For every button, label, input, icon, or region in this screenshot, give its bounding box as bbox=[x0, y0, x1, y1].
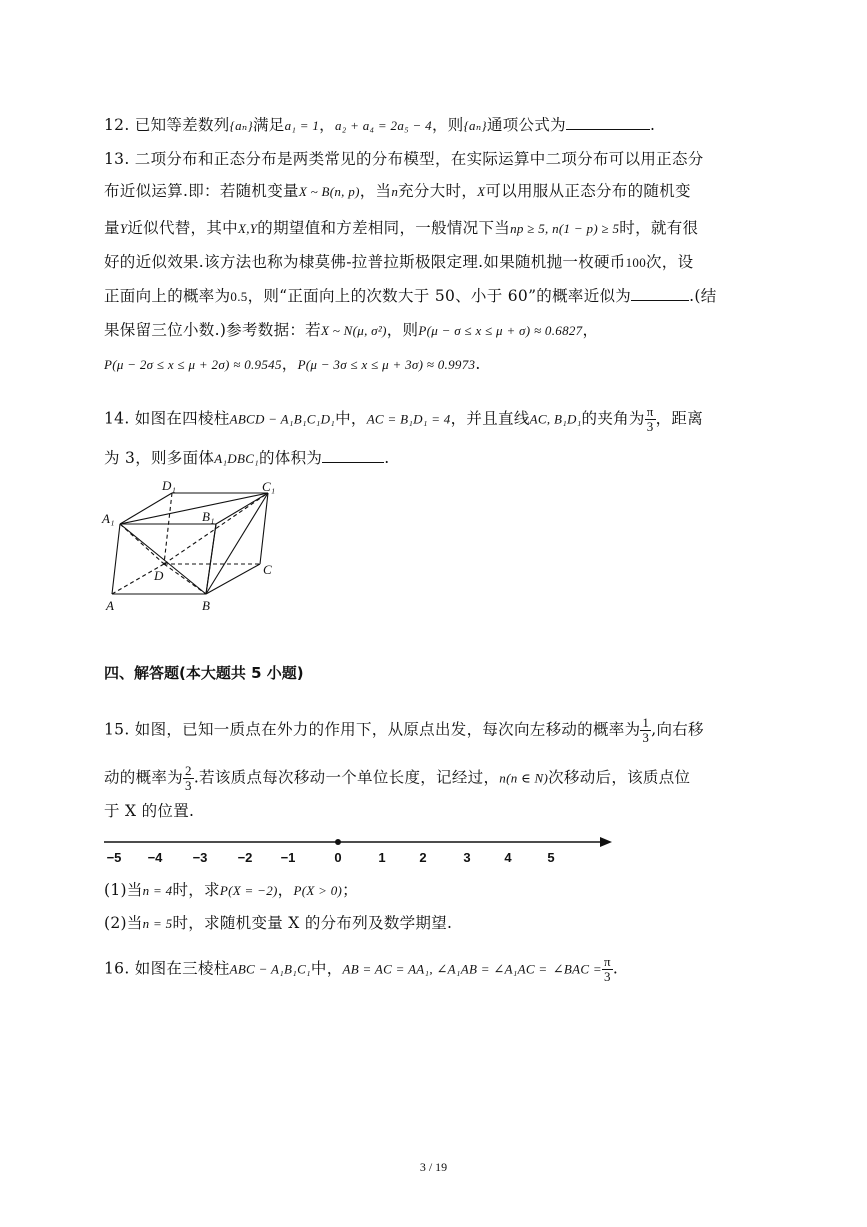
q16-math-conditions: AB = AC = AA₁, ∠A₁AB = ∠A₁AC = bbox=[342, 961, 548, 977]
edge-b1-c1 bbox=[216, 493, 268, 524]
tick-label: −5 bbox=[106, 850, 122, 865]
label-a: A bbox=[106, 598, 114, 613]
q12-text: 12. 已知等差数列 bbox=[104, 116, 230, 134]
q15-text-3: 于 X 的位置. bbox=[104, 802, 195, 820]
q13-math-100: 100 bbox=[625, 255, 646, 270]
hidden-d-b bbox=[164, 564, 206, 594]
q13-line6 bbox=[104, 318, 598, 340]
q14-text-1b: 中， bbox=[335, 409, 367, 428]
q15-line3 bbox=[104, 799, 194, 821]
hidden-d1-d bbox=[164, 493, 172, 564]
label-d1: D₁ bbox=[162, 478, 176, 493]
q15-part1-text-d: ； bbox=[342, 881, 358, 899]
q14-line2 bbox=[104, 446, 389, 468]
q15-frac1-den: 3 bbox=[642, 730, 650, 745]
q13-text-2d: 可以用服从正态分布的随机变 bbox=[485, 182, 691, 200]
q15-frac2-den: 3 bbox=[185, 778, 192, 793]
q13-text-2a: 布近似运算.即：若随机变量 bbox=[104, 182, 299, 200]
q13-math-y: Y bbox=[119, 221, 128, 236]
q13-text-3d: 时，就有很 bbox=[619, 219, 699, 237]
q13-line7 bbox=[104, 352, 481, 374]
tick-label: −4 bbox=[147, 850, 163, 865]
q16-frac-num: π bbox=[603, 954, 611, 969]
q12-comma: ， bbox=[319, 116, 335, 134]
tick-label: −1 bbox=[280, 850, 296, 865]
tick-label: −2 bbox=[237, 850, 253, 865]
q15-part1-math-p2: P(X > 0) bbox=[293, 883, 343, 898]
q15-text-1b: , bbox=[651, 720, 657, 739]
q15-math-n: n(n ∈ N) bbox=[499, 770, 549, 786]
q14-answer-blank[interactable] bbox=[322, 448, 384, 463]
q13-math-condition: np ≥ 5, n(1 − p) ≥ 5 bbox=[510, 221, 620, 236]
q14-math-prism: ABCD − A₁B₁C₁D₁ bbox=[229, 411, 336, 427]
q14-frac-num: π bbox=[646, 404, 654, 419]
q14-text-1e: ，距离 bbox=[655, 409, 704, 428]
q15-line2 bbox=[104, 764, 690, 793]
q14-fraction-pi-3 bbox=[645, 405, 656, 434]
q12-text4: 通项公式为 bbox=[486, 116, 566, 134]
q15-part2-text-a: (2)当 bbox=[104, 914, 143, 932]
tick-label: 5 bbox=[547, 850, 555, 865]
q13-line1 bbox=[104, 147, 704, 169]
q13-math-binomial: X ~ B(n, p) bbox=[298, 184, 360, 199]
q12-math-cond1: a₁ = 1 bbox=[284, 118, 320, 133]
q13-math-half: 0.5 bbox=[230, 289, 248, 304]
q15-line1 bbox=[104, 716, 704, 745]
label-c1: C₁ bbox=[262, 479, 276, 494]
q13-math-xy: X,Y bbox=[237, 221, 258, 236]
q14-math-polyhedron: A₁DBC₁ bbox=[214, 451, 259, 466]
q14-text-2b: 的体积为 bbox=[258, 449, 323, 467]
q13-text-7b: . bbox=[475, 355, 481, 373]
q16-fraction-pi-3 bbox=[602, 955, 613, 984]
q13-text-3b: 近似代替，其中 bbox=[127, 219, 238, 237]
q13-text-4a: 好的近似效果.该方法也称为棣莫佛-拉普拉斯极限定理.如果随机抛一枚硬币 bbox=[104, 253, 626, 271]
tick-label: 2 bbox=[419, 850, 427, 865]
q14-text-1a: 14. 如图在四棱柱 bbox=[104, 409, 230, 428]
q13-math-p3: P(μ − 3σ ≤ x ≤ μ + 3σ) ≈ 0.9973 bbox=[297, 357, 476, 372]
label-d: D bbox=[154, 568, 164, 583]
q13-math-normal: X ~ N(μ, σ²) bbox=[320, 323, 387, 338]
q13-text-7a: ， bbox=[281, 355, 298, 373]
q15-text-2b: .若该质点每次移动一个单位长度，记经过， bbox=[193, 768, 500, 787]
q16-frac-den: 3 bbox=[604, 969, 611, 984]
q14-text-1d: 的夹角为 bbox=[581, 409, 645, 428]
q14-line1 bbox=[104, 405, 703, 434]
origin-dot bbox=[335, 839, 341, 845]
section-heading: 四、解答题(本大题共 5 小题) bbox=[104, 664, 304, 682]
q13-text-6b: ，则 bbox=[386, 321, 419, 339]
label-b: B bbox=[202, 598, 210, 613]
number-line-figure bbox=[100, 828, 620, 870]
q15-part1 bbox=[104, 878, 358, 900]
question-12 bbox=[104, 113, 655, 135]
q14-math-lines: AC, B₁D₁ bbox=[529, 411, 582, 427]
q15-fraction-1-3 bbox=[640, 716, 651, 745]
q16-math-angle: ∠BAC = bbox=[552, 961, 602, 977]
q12-math-seq: {aₙ} bbox=[229, 118, 253, 133]
tick-label: 0 bbox=[334, 850, 342, 865]
label-a1: A₁ bbox=[102, 511, 115, 526]
q15-part2-math-n: n = 5 bbox=[142, 916, 173, 931]
diag-b-c1 bbox=[206, 493, 268, 594]
q15-text-1c: 向右移 bbox=[656, 720, 704, 739]
q15-part1-math-p1: P(X = −2) bbox=[219, 883, 278, 898]
q16-text-b: 中， bbox=[310, 959, 343, 978]
q13-text-6c: ， bbox=[582, 321, 599, 339]
q12-math-seq2: {aₙ} bbox=[463, 118, 487, 133]
q15-text-2a: 动的概率为 bbox=[104, 768, 184, 787]
q14-text-2a: 为 3，则多面体 bbox=[104, 449, 215, 467]
diag-a1-b bbox=[120, 524, 206, 594]
q14-text-1c: ，并且直线 bbox=[450, 409, 530, 428]
q12-math-cond2: a₂ + a₄ = 2a₅ − 4 bbox=[334, 118, 432, 133]
q13-text-6a: 果保留三位小数.)参考数据：若 bbox=[104, 321, 321, 339]
q12-answer-blank[interactable] bbox=[566, 115, 650, 130]
q16-text-c: . bbox=[612, 959, 619, 978]
q16-line1 bbox=[104, 955, 618, 984]
q15-part1-math-n: n = 4 bbox=[142, 883, 173, 898]
q13-text-2b: ，当 bbox=[359, 182, 392, 200]
q14-text-2c: . bbox=[384, 449, 390, 467]
q13-text-3c: 的期望值和方差相同，一般情况下当 bbox=[257, 219, 511, 237]
q15-text-1a: 15. 如图，已知一质点在外力的作用下，从原点出发，每次向左移动的概率为 bbox=[104, 720, 641, 739]
q15-part2-text-b: 时，求随机变量 X 的分布列及数学期望. bbox=[172, 914, 453, 932]
q15-text-2c: 次移动后，该质点位 bbox=[548, 768, 691, 787]
q13-line4 bbox=[104, 250, 693, 272]
number-line-arrow bbox=[600, 837, 612, 847]
q13-math-p2: P(μ − 2σ ≤ x ≤ μ + 2σ) ≈ 0.9545 bbox=[104, 357, 282, 372]
tick-label: 4 bbox=[504, 850, 512, 865]
q15-part2 bbox=[104, 911, 452, 933]
q13-math-p1: P(μ − σ ≤ x ≤ μ + σ) ≈ 0.6827 bbox=[418, 323, 583, 338]
q15-part1-text-b: 时，求 bbox=[172, 881, 220, 899]
q13-line5 bbox=[104, 284, 717, 306]
hidden-a1-d bbox=[120, 524, 164, 564]
q13-text-5a: 正面向上的概率为 bbox=[104, 287, 231, 305]
edge-a1-d1 bbox=[120, 493, 172, 524]
q15-frac1-num: 1 bbox=[642, 715, 650, 730]
q16-math-prism: ABC − A₁B₁C₁ bbox=[229, 961, 311, 977]
q15-fraction-2-3 bbox=[183, 764, 194, 793]
q13-math-n: n bbox=[391, 184, 399, 199]
tick-label: −3 bbox=[192, 850, 208, 865]
q13-answer-blank[interactable] bbox=[631, 286, 689, 301]
q13-text-1: 13. 二项分布和正态分布是两类常见的分布模型，在实际运算中二项分布可以用正态分 bbox=[104, 150, 704, 168]
q12-text3: ，则 bbox=[431, 116, 464, 134]
q13-text-4b: 次，设 bbox=[646, 253, 694, 271]
q13-math-x: X bbox=[477, 184, 486, 199]
q13-line3 bbox=[104, 216, 698, 238]
q15-frac2-num: 2 bbox=[185, 763, 192, 778]
q16-text-a: 16. 如图在三棱柱 bbox=[104, 959, 230, 978]
q13-text-2c: 充分大时， bbox=[398, 182, 478, 200]
q15-part1-text-a: (1)当 bbox=[104, 881, 143, 899]
q13-text-3a: 量 bbox=[104, 219, 120, 237]
q13-line2 bbox=[104, 179, 691, 201]
prism-figure bbox=[100, 474, 290, 620]
tick-label: 1 bbox=[378, 850, 386, 865]
label-c: C bbox=[263, 562, 272, 577]
q13-text-5c: .(结 bbox=[689, 287, 717, 305]
page-number: 3 / 19 bbox=[419, 1160, 448, 1174]
q13-text-5b: ，则“正面向上的次数大于 50、小于 60”的概率近似为 bbox=[247, 287, 632, 305]
q12-text2: 满足 bbox=[252, 116, 285, 134]
edge-a1-a bbox=[112, 524, 120, 594]
tick-label: 3 bbox=[463, 850, 471, 865]
q14-frac-den: 3 bbox=[646, 419, 654, 434]
q15-part1-text-c: ， bbox=[277, 881, 294, 899]
q12-end: . bbox=[649, 116, 656, 134]
label-b1: B₁ bbox=[202, 509, 215, 524]
edge-b-c bbox=[206, 564, 260, 594]
q14-math-lengths: AC = B₁D₁ = 4 bbox=[366, 411, 451, 427]
